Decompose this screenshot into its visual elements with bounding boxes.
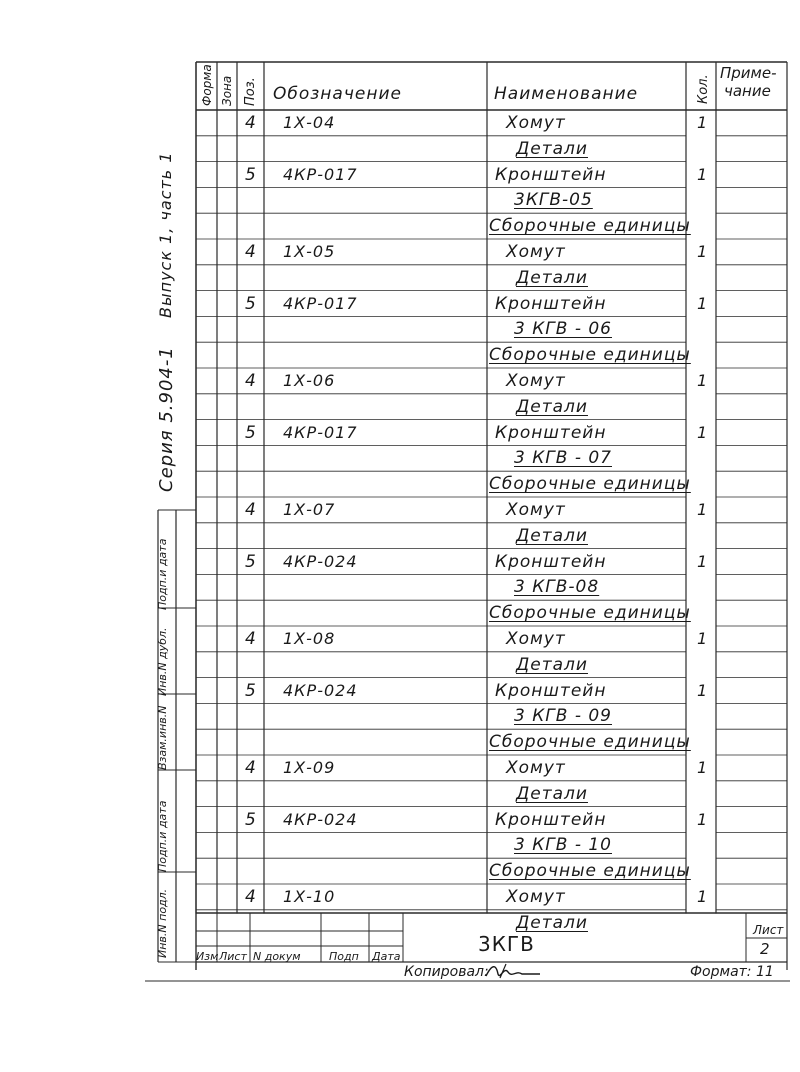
cell-name: Детали — [516, 783, 588, 804]
cell-name: Хомут — [506, 629, 566, 649]
cell-quantity: 1 — [697, 164, 708, 184]
stamp-field-sign-date-2: Подп.и дата — [156, 538, 169, 610]
cell-position: 5 — [245, 164, 256, 185]
title-col-change: Изм — [196, 950, 219, 963]
cell-position: 4 — [245, 629, 256, 649]
cell-designation: 1Х-09 — [283, 758, 336, 777]
cell-quantity: 1 — [697, 629, 708, 648]
cell-name: Хомут — [506, 371, 566, 391]
cell-name: Хомут — [506, 500, 566, 520]
cell-name: Детали — [516, 912, 588, 933]
header-note-line1: Приме- — [720, 64, 777, 82]
cell-name: 3 КГВ - 07 — [514, 448, 612, 469]
cell-designation: 1Х-06 — [283, 371, 336, 390]
cell-name: Сборочные единицы — [489, 603, 691, 624]
cell-position: 5 — [245, 809, 256, 830]
cell-name: Детали — [516, 138, 588, 159]
cell-quantity: 1 — [697, 422, 708, 442]
cell-position: 5 — [245, 293, 256, 314]
cell-quantity: 1 — [697, 758, 708, 777]
cell-name: Сборочные единицы — [489, 216, 691, 237]
cell-name: Детали — [516, 267, 588, 288]
cell-designation: 1Х-05 — [283, 242, 336, 261]
cell-name: 3 КГВ - 10 — [514, 835, 612, 856]
stamp-field-sign-date-1: Подп.и дата — [156, 800, 169, 872]
cell-position: 5 — [245, 422, 256, 443]
copied-by-label: Копировал: — [404, 964, 489, 980]
cell-position: 4 — [245, 113, 256, 133]
cell-name: Хомут — [506, 758, 566, 778]
header-note-line2: чание — [724, 82, 771, 100]
stamp-field-inv-original: Инв.N подл. — [156, 888, 169, 958]
sheet-label: Лист — [753, 923, 784, 937]
cell-name: 3 КГВ-08 — [514, 577, 600, 598]
cell-name: Хомут — [506, 242, 566, 262]
header-zone: Зона — [220, 75, 234, 106]
cell-designation: 4КР-017 — [283, 164, 358, 184]
cell-name: 3КГВ-05 — [514, 190, 593, 211]
cell-quantity: 1 — [697, 500, 708, 519]
cell-designation: 4КР-024 — [283, 809, 358, 829]
title-col-date: Дата — [372, 950, 401, 963]
cell-name: Кронштейн — [495, 809, 607, 830]
cell-position: 4 — [245, 887, 256, 907]
issue-label: Выпуск 1, часть 1 — [156, 151, 175, 318]
cell-name: Кронштейн — [495, 551, 607, 572]
cell-designation: 4КР-017 — [283, 422, 358, 442]
cell-designation: 1Х-07 — [283, 500, 336, 519]
cell-name: Детали — [516, 396, 588, 417]
cell-position: 4 — [245, 242, 256, 262]
cell-quantity: 1 — [697, 809, 708, 829]
cell-quantity: 1 — [697, 113, 708, 132]
cell-name: Сборочные единицы — [489, 732, 691, 753]
cell-position: 4 — [245, 371, 256, 391]
cell-name: Кронштейн — [495, 422, 607, 443]
copier-signature — [484, 960, 546, 982]
cell-name: Кронштейн — [495, 293, 607, 314]
cell-name: Детали — [516, 654, 588, 675]
cell-quantity: 1 — [697, 293, 708, 313]
cell-designation: 1Х-10 — [283, 887, 336, 906]
header-format: Форма — [200, 64, 214, 106]
document-designation: 3КГВ — [478, 932, 535, 956]
cell-name: Детали — [516, 525, 588, 546]
title-col-doc: N докум — [253, 950, 301, 963]
format-label: Формат: 11 — [690, 964, 774, 980]
cell-quantity: 1 — [697, 887, 708, 906]
cell-designation: 1Х-04 — [283, 113, 336, 132]
header-pos: Поз. — [243, 77, 258, 106]
cell-name: 3 КГВ - 06 — [514, 319, 612, 340]
cell-position: 4 — [245, 500, 256, 520]
cell-designation: 4КР-024 — [283, 551, 358, 571]
title-col-sheet: Лист — [219, 950, 247, 963]
cell-name: Хомут — [506, 113, 566, 133]
header-qty: Кол. — [696, 74, 711, 104]
cell-quantity: 1 — [697, 242, 708, 261]
cell-name: Кронштейн — [495, 164, 607, 185]
cell-name: Сборочные единицы — [489, 345, 691, 366]
cell-name: Сборочные единицы — [489, 474, 691, 495]
cell-quantity: 1 — [697, 680, 708, 700]
series-label: Серия 5.904-1 — [156, 346, 177, 492]
cell-name: Хомут — [506, 887, 566, 907]
cell-designation: 1Х-08 — [283, 629, 336, 648]
cell-position: 5 — [245, 680, 256, 701]
cell-quantity: 1 — [697, 371, 708, 390]
cell-name: 3 КГВ - 09 — [514, 706, 612, 727]
sheet-number: 2 — [760, 940, 770, 958]
cell-designation: 4КР-017 — [283, 293, 358, 313]
stamp-field-replaced-inv: Взам.инв.N — [156, 705, 169, 770]
cell-name: Сборочные единицы — [489, 861, 691, 882]
cell-quantity: 1 — [697, 551, 708, 571]
header-name: Наименование — [494, 84, 639, 104]
title-col-sign: Подп — [329, 950, 359, 963]
cell-designation: 4КР-024 — [283, 680, 358, 700]
cell-position: 4 — [245, 758, 256, 778]
cell-position: 5 — [245, 551, 256, 572]
cell-name: Кронштейн — [495, 680, 607, 701]
header-designation: Обозначение — [273, 84, 402, 104]
stamp-field-inv-duplicate: Инв.N дубл. — [156, 627, 169, 696]
